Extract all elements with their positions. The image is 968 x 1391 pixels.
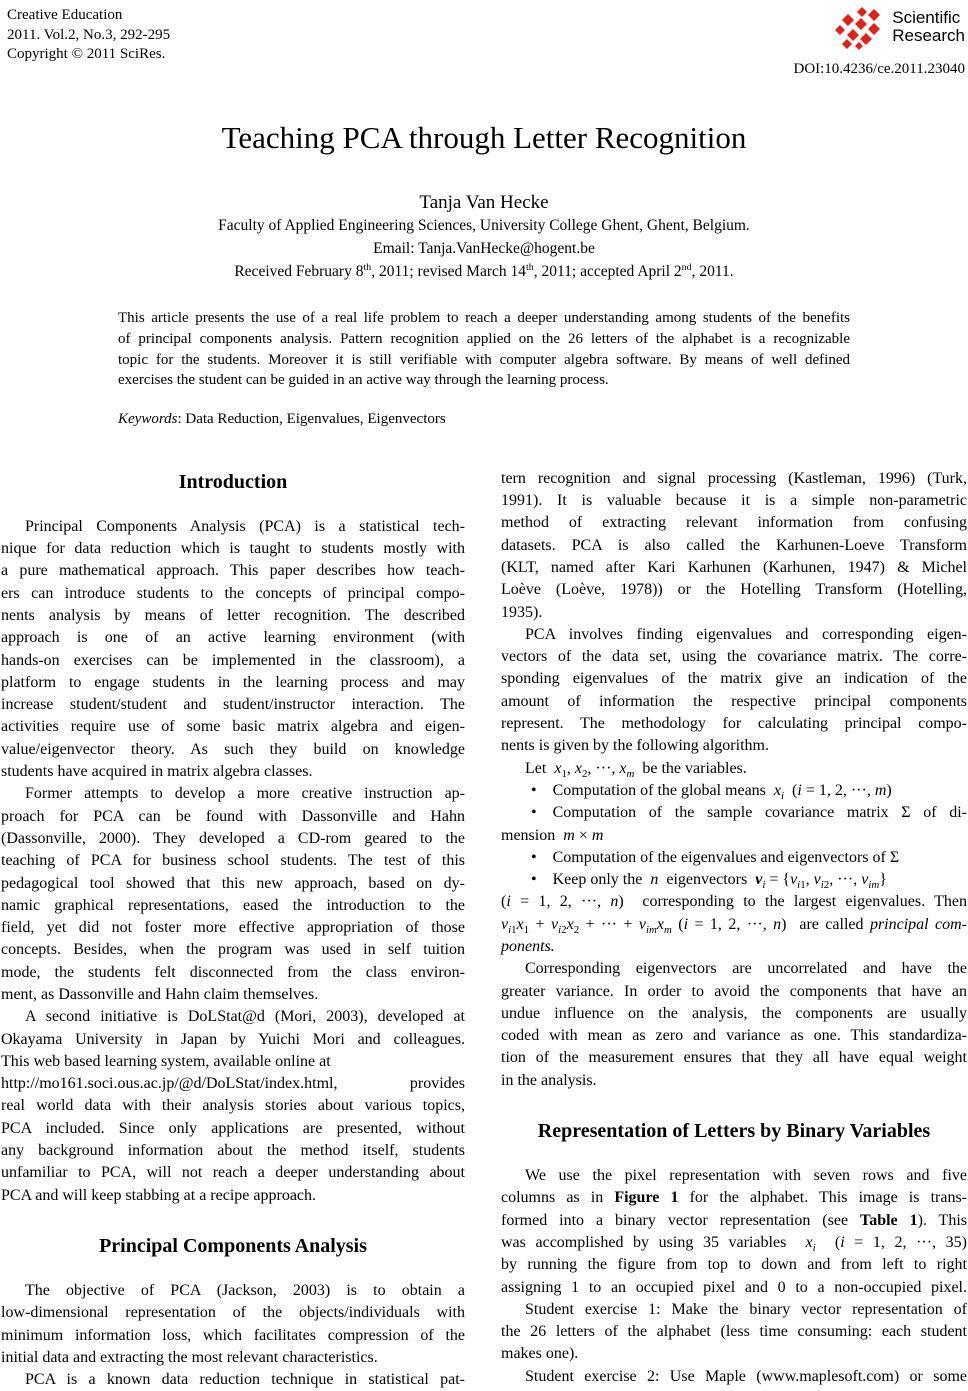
text-line: ment, as Dassonville and Hahn claim themselves. [1,986,319,1003]
paragraph [501,1366,967,1388]
journal-info [7,6,170,65]
text-line: mension m × m [501,826,604,844]
text-line: Corresponding eigenvectors are uncorrelated and have the [525,960,967,978]
paragraph [501,1165,967,1299]
text-line: PCA and will keep stabbing at a recipe approach. [1,1186,317,1204]
journal-name: Creative Education [7,7,123,23]
text-line: namic graphical representations, eased the introduction to the [1,896,465,914]
text-line: method of extracting relevant information from confusing [501,514,967,532]
text-line: makes one). [501,1345,579,1363]
text-line: low-dimensional representation of the objects/individuals with [1,1304,465,1322]
paragraph [501,758,967,780]
publisher-logo [793,6,965,52]
text-line: represent. The methodology for calculating principal compo- [501,715,967,733]
paragraph [1,1006,465,1207]
scientific-research-logo-icon [833,6,887,52]
text-line: minimum information loss, which facilitates compression of the [1,1326,465,1344]
paragraph [1,783,465,1006]
text-line: The objective of PCA (Jackson, 2003) is to obtain a [25,1281,465,1299]
text-line: teaching of PCA for business school students. The test of this [1,852,465,870]
text-line: topic for the students. Moreover it is still verifiable with computer algebra software. By means of well defined [118,351,850,368]
text-line: tion of the measurement ensures that they all have equal weight [501,1049,967,1067]
paragraph [501,624,967,758]
text-line: ers can introduce students to the concepts of principal compo- [1,584,465,602]
text-line: field, yet did not foster more effective appropriation of those [1,919,465,937]
text-line: datasets. PCA is also called the Karhunen-Loeve Transform [501,536,967,554]
text-line: Okayama University in Japan by Yuichi Mori and colleagues. [1,1030,465,1048]
text-line: increase student/student and student/instructor interaction. The [1,696,465,714]
text-line: nique for data reduction which is taught to students mostly with [1,540,465,558]
text-line: by running the figure from top to down and from left to right [501,1256,967,1274]
page-header [0,0,968,78]
paper-title: Teaching PCA through Letter Recognition [221,120,747,155]
text-line: Let $x_1$, $x_2$, ···, $x_m$ be the variables. [525,759,747,780]
paragraph [501,780,967,958]
text-line: We use the pixel representation with seven rows and five [525,1167,967,1185]
text-line: • Computation of the eigenvalues and eigenvectors of Σ [531,848,900,866]
abstract-text [118,308,850,390]
text-line: • Keep only the n eigenvectors $v_i = \{v_{i1}$, $v_{i2}$, ···, $v_{im}$} [531,871,887,892]
author-name: Tanja Van Hecke [419,192,549,213]
text-line: nents analysis by means of letter recognition. The described [1,606,465,624]
section-heading: Representation of Letters by Binary Variables [537,1120,931,1143]
publisher-name-line2: Research [892,25,965,45]
keywords-line: Keywords: Data Reduction, Eigenvalues, Eigenvectors [118,410,446,427]
paragraph [501,468,967,624]
text-line: This article presents the use of a real life problem to reach a deeper understanding among students of the benefits [118,310,850,327]
text-line: columns as in Figure 1 for the alphabet. This image is trans- [501,1189,968,1207]
doi-text: DOI:10.4236/ce.2011.23040 [793,61,965,77]
column-left [1,468,465,1391]
text-line: nents is given by the following algorithm. [501,737,769,755]
text-line: Student exercise 2: Use Maple (www.maplesoft.com) or some [525,1367,967,1385]
text-line: formed into a binary vector representation (see Table 1). This [501,1211,967,1229]
text-line: ponents. [501,938,555,955]
section-heading: Introduction [178,470,288,493]
text-line: of principal components analysis. Pattern recognition applied on the 26 letters of the alphabet is a recognizable [118,330,850,347]
text-line: approach is one of an active learning environment (with [1,629,465,647]
text-line: (Dassonville, 2000). They developed a CD-rom geared to the [1,829,465,847]
paragraph [501,1299,967,1366]
text-line: Principal Components Analysis (PCA) is a statistical tech- [25,517,465,535]
text-line: $v_{i1}x_1 + v_{i2}x_2$ + ··· + $v_{im}x_m$ (i = 1, 2, ···, n) are called principal com- [501,915,968,936]
text-line: mode, the students felt disconnected from the class environ- [1,963,465,981]
text-line: PCA included. Since only applications are presented, without [1,1119,465,1137]
text-line: students have acquired in matrix algebra classes. [1,763,313,781]
text-line: (KLT, named after Kari Karhunen (Karhunen, 1947) & Michel [501,558,967,576]
text-line: was accomplished by using 35 variables $x_i$ (i = 1, 2, ···, 35) [501,1233,967,1255]
text-line: sponding eigenvalues of the matrix give an indication of the [501,670,967,688]
paragraph [501,958,967,1092]
text-line: This web based learning system, available online at [1,1052,331,1070]
text-line: Loève (Loève, 1978)) or the Hotelling Transform (Hotelling, [501,581,967,599]
text-line: real world data with their analysis stories about various topics, [1,1097,465,1115]
paragraph [1,516,465,784]
text-line: proach for PCA can be found with Dassonville and Hahn [1,807,465,825]
text-line: 1935). [501,603,543,621]
text-line: amount of information the respective principal components [501,692,967,710]
text-line: undue influence on the analysis, the components are usually [501,1004,967,1022]
text-line: unfamiliar to PCA, will not reach a deeper understanding about [1,1164,465,1182]
text-line: any background information about the method itself, students [1,1142,465,1160]
journal-copyright: Copyright © 2011 SciRes. [7,46,166,62]
paragraph [118,308,850,390]
text-line: initial data and extracting the most relevant characteristics. [1,1348,378,1366]
journal-issue: 2011. Vol.2, No.3, 292-295 [7,26,171,43]
author-affiliation: Faculty of Applied Engineering Sciences, University College Ghent, Ghent, Belgium. [218,217,750,234]
paragraph [1,1369,465,1391]
text-line: Former attempts to develop a more creative instruction ap- [25,785,465,803]
text-line: concepts. Besides, when the program was used in self tuition [1,941,465,959]
paragraph [1,1280,465,1369]
column-right [501,468,967,1391]
text-line: platform to engage students in the learning process and may [1,673,465,691]
text-line: • Computation of the sample covariance matrix Σ of di- [531,804,967,822]
text-line: pedagogical tool showed that this new approach, based on dy- [1,874,465,892]
text-line: PCA involves finding eigenvalues and corresponding eigen- [525,625,967,643]
text-line: 1991). It is valuable because it is a simple non-parametric [501,492,967,510]
text-line: http://mo161.soci.ous.ac.jp/@d/DoLStat/index.html, provides [1,1075,465,1093]
text-line: Student exercise 1: Make the binary vector representation of [525,1300,967,1318]
text-line: vectors of the data set, using the covariance matrix. The corre- [501,648,967,666]
text-line: • Computation of the global means $x_i$ (i = 1, 2, ···, m) [531,781,892,803]
text-line: A second initiative is DoLStat@d (Mori, 2003), developed at [25,1008,465,1026]
publisher-name [892,6,965,44]
text-line: (i = 1, 2, ···, n) corresponding to the largest eigenvalues. Then [501,893,967,911]
text-line: greater variance. In order to avoid the components that have an [501,982,967,1000]
text-line: the 26 letters of the alphabet (less time consuming: each student [501,1323,967,1341]
text-line: assigning 1 to an occupied pixel and 0 to a non-occupied pixel. [501,1278,967,1296]
article-body [0,468,968,1391]
section-heading: Principal Components Analysis [99,1234,367,1257]
author-email: Email: Tanja.VanHecke@hogent.be [373,239,595,257]
text-line: coded with mean as zero and variance as one. This standardiza- [501,1027,967,1045]
header-right [793,6,965,78]
text-line: activities require use of some basic matrix algebra and eigen- [1,718,465,736]
text-line: a pure mathematical approach. This paper describes how teach- [1,562,465,580]
text-line: tern recognition and signal processing (Kastleman, 1996) (Turk, [501,469,967,487]
text-line: PCA is a known data reduction technique in statistical pat- [25,1371,465,1389]
text-line: exercises the student can be guided in an active way through the learning process. [118,372,609,389]
received-dates: Received February 8th, 2011; revised March 14th, 2011; accepted April 2nd, 2011. [234,261,734,280]
publisher-name-line1: Scientific [892,8,961,27]
text-line: hands-on exercises can be implemented in the classroom), a [1,651,465,669]
text-line: value/eigenvector theory. As such they build on knowledge [1,740,465,758]
text-line: in the analysis. [501,1071,597,1089]
